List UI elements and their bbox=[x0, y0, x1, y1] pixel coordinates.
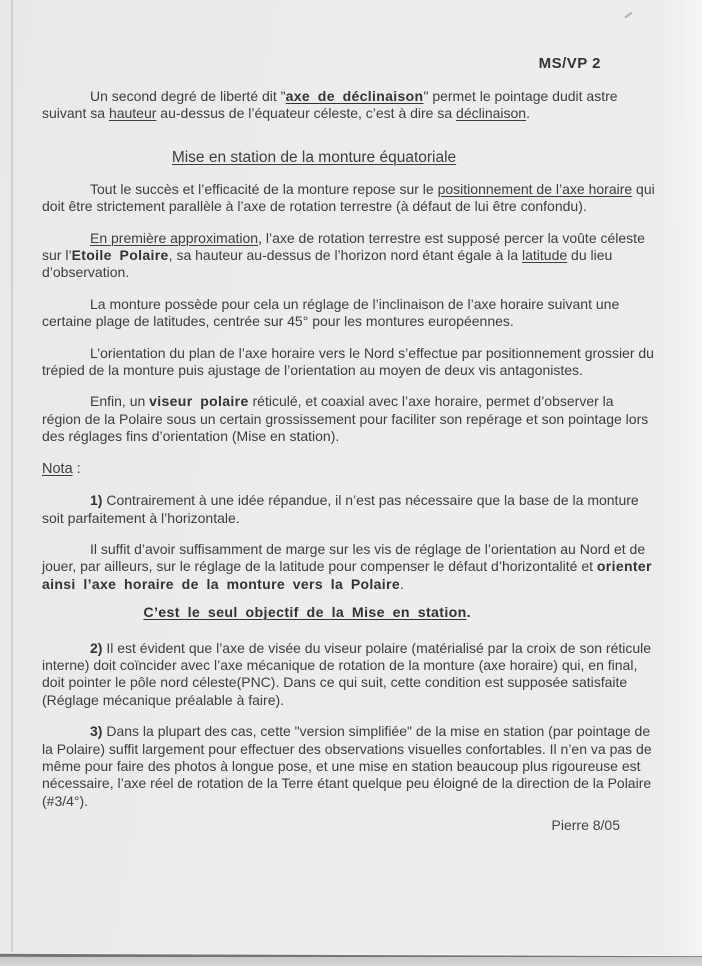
text-segment: Il est évident que l’axe de visée du viseur polaire (matérialisé par la croix de son réticule interne) doit coïncider avec l’axe mécanique de rotation de la monture (axe horaire) qui, en final, doit pointer le pôle nord céleste(PNC). Dans ce qui suit, cette condition est supposée satisfaite (Réglage mécanique préalable à faire). bbox=[42, 639, 655, 708]
document-blocks bbox=[42, 88, 660, 810]
paragraph-positionnement bbox=[42, 180, 659, 216]
text-segment: déclinaison bbox=[456, 105, 527, 122]
text-segment: Il suffit d’avoir suffisamment de marge sur les vis de réglage de l’orientation au Nord et de jouer, par ailleurs, sur le réglage de la latitude pour compenser le défaut d’horizontalité et bbox=[42, 540, 649, 575]
paragraph-orientation-plan bbox=[42, 345, 656, 380]
paragraph-note-1 bbox=[42, 492, 656, 527]
nota-label bbox=[42, 461, 656, 478]
scan-bottom-shadow bbox=[0, 957, 702, 966]
text-segment: C’est le seul objectif de la Mise en station bbox=[143, 605, 467, 622]
text-segment: orienter ainsi l’axe horaire de la monture vers la Polaire bbox=[42, 558, 660, 592]
text-segment: L’orientation du plan de l’axe horaire vers le Nord s’effectue par positionnement grossier du trépied de la monture puis ajustage de l’orientation au moyen de deux vis antagonistes. bbox=[42, 344, 658, 379]
text-segment: Contrairement à une idée répandue, il n’est pas nécessaire que la base de la monture soit parfaitement à l’horizontale. bbox=[42, 492, 643, 526]
text-segment: positionnement de l’axe horaire bbox=[437, 180, 633, 197]
text-segment: axe de déclinaison bbox=[285, 88, 424, 104]
text-segment: En première approximation bbox=[90, 229, 259, 246]
text-segment: hauteur bbox=[108, 105, 157, 122]
text-segment: " permet le pointage dudit astre suivant sa bbox=[42, 88, 622, 122]
text-segment: Un second degré de liberté dit " bbox=[90, 88, 286, 104]
text-segment: . bbox=[466, 605, 471, 622]
text-segment: latitude bbox=[522, 247, 568, 264]
text-segment: : bbox=[72, 460, 81, 477]
text-segment: Tout le succès et l’efficacité de la monture repose sur le bbox=[90, 180, 438, 197]
text-segment: , sa hauteur au-dessus de l’horizon nord étant égale à la bbox=[168, 247, 523, 264]
text-segment: 2) bbox=[90, 639, 103, 656]
text-segment: Dans la plupart des cas, cette "version simplifiée" de la mise en station (par pointage de la Polaire) suffit largement pour effectuer des observations visuelles confortables. Il n’en va pas de même pour faire des photos à longue pose, et une mise en station beaucoup plus rigoureuse est nécessaire, l’axe réel de rotation de la Terre étant quelque peu éloigné de la direction de la Polaire (#3/4°). bbox=[42, 723, 656, 809]
text-segment: . bbox=[399, 575, 404, 592]
intro-paragraph bbox=[42, 88, 656, 123]
text-segment: Nota bbox=[42, 460, 73, 477]
text-segment: 1) bbox=[90, 492, 103, 509]
text-segment: Enfin, un bbox=[90, 393, 150, 410]
section-title bbox=[42, 148, 656, 167]
text-segment: du lieu d’observation. bbox=[42, 247, 617, 281]
text-segment: réticulé, et coaxial avec l’axe horaire, permet d’observer la région de la Polaire sous un certain grossissement pour faciliter son repérage et son pointage lors des réglages fins d’orientation (Mise en station). bbox=[42, 393, 653, 445]
footer-signature: Pierre 8/05 bbox=[551, 817, 620, 834]
paragraph-reglage-inclinaison bbox=[42, 296, 656, 331]
text-segment: La monture possède pour cela un réglage de l’inclinaison de l’axe horaire suivant une certaine plage de latitudes, centrée sur 45° pour les montures européennes. bbox=[42, 295, 624, 330]
text-segment: 3) bbox=[90, 723, 103, 740]
text-segment: viseur polaire bbox=[149, 393, 249, 410]
text-segment: au-dessus de l’équateur céleste, c’est à dire sa bbox=[156, 105, 457, 122]
text-segment: , l’axe de rotation terrestre est supposé percer la voûte céleste sur l’ bbox=[42, 229, 649, 264]
page-code: MS/VP 2 bbox=[538, 55, 601, 72]
text-segment: Etoile Polaire bbox=[71, 247, 169, 264]
text-segment: qui doit être strictement parallèle à l’axe de rotation terrestre (à défaut de lui être confondu). bbox=[42, 180, 659, 215]
paragraph-note-2 bbox=[42, 640, 656, 710]
paragraph-note-3 bbox=[42, 723, 656, 810]
key-statement bbox=[42, 605, 656, 622]
paragraph-note-1-suite bbox=[42, 540, 660, 593]
paragraph-premiere-approximation bbox=[42, 230, 656, 282]
text-segment: Mise en station de la monture équatoriale bbox=[171, 148, 457, 166]
paragraph-viseur-polaire bbox=[42, 393, 656, 445]
text-segment: . bbox=[526, 105, 530, 122]
